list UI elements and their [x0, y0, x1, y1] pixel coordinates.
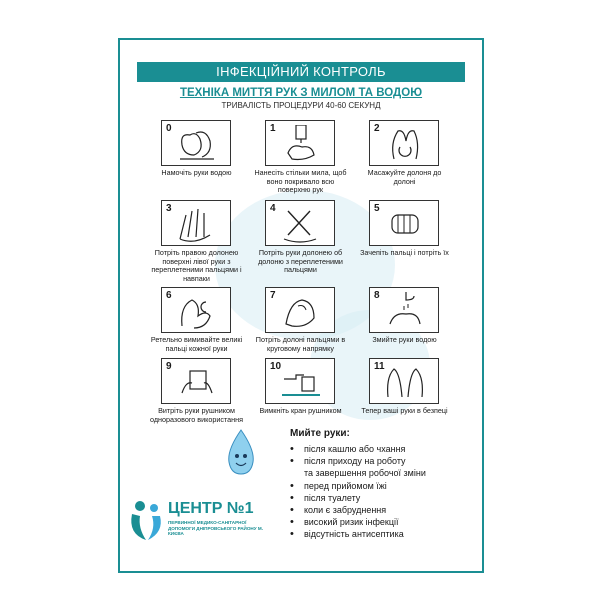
- poster-subtitle: ТРИВАЛІСТЬ ПРОЦЕДУРИ 40-60 СЕКУНД: [221, 101, 381, 110]
- step-number: 6: [166, 290, 172, 301]
- step-number: 3: [166, 203, 172, 214]
- locked-fingers-icon: [384, 205, 426, 243]
- list-item: та завершення робочої зміни: [304, 468, 426, 479]
- step-0: [149, 120, 244, 178]
- clean-hands-icon: [384, 363, 426, 401]
- step-image: [265, 120, 335, 166]
- soap-dispenser-icon: [280, 125, 322, 163]
- list-item: • коли є забруднення: [290, 504, 426, 516]
- list-item: • після приходу на роботу: [290, 455, 426, 467]
- center-logo: [128, 498, 288, 544]
- wash-title: Мийте руки:: [290, 428, 350, 439]
- step-caption: Витріть руки рушником одноразового використання: [149, 406, 244, 424]
- step-caption: Потріть руки долонею об долоню з переплетеними пальцями: [258, 248, 343, 275]
- banner: ІНФЕКЦІЙНИЙ КОНТРОЛЬ: [137, 62, 465, 82]
- step-caption: Нанесіть стільки мила, щоб воно покривало всю поверхню рук: [254, 168, 347, 195]
- step-image: [265, 358, 335, 404]
- step-number: 5: [374, 203, 380, 214]
- step-number: 11: [374, 361, 385, 372]
- step-number: 8: [374, 290, 380, 301]
- list-item: • перед прийомом їжі: [290, 480, 426, 492]
- interlaced-fingers-icon: [280, 205, 322, 243]
- step-caption: Тепер ваші руки в безпеці: [361, 406, 448, 415]
- step-number: 2: [374, 123, 380, 134]
- step-caption: Потріть правою долонею поверхні лівої руки з переплетеними пальцями і навпаки: [151, 248, 242, 283]
- list-item: • високий ризик інфекції: [290, 516, 426, 528]
- step-caption: Намочіть руки водою: [161, 168, 232, 177]
- step-11: [357, 358, 452, 416]
- hands-wet-icon: [176, 125, 218, 163]
- step-number: 0: [166, 123, 172, 134]
- step-number: 9: [166, 361, 172, 372]
- step-number: 10: [270, 361, 282, 372]
- step-10: [253, 358, 348, 416]
- step-caption: Вимкніть кран рушником: [259, 406, 342, 415]
- palm-to-palm-icon: [384, 125, 426, 163]
- step-7: [253, 287, 348, 353]
- poster-title: ТЕХНІКА МИТТЯ РУК З МИЛОМ ТА ВОДОЮ: [179, 87, 423, 99]
- step-image: [369, 120, 439, 166]
- step-caption: Змийте руки водою: [372, 335, 437, 344]
- step-5: [357, 200, 452, 258]
- step-8: [357, 287, 452, 345]
- step-image: [369, 200, 439, 246]
- step-image: [161, 287, 231, 333]
- step-3: [149, 200, 244, 283]
- step-2: [357, 120, 452, 186]
- center-logo-icon: [128, 498, 164, 542]
- water-drop-mascot-icon: [221, 428, 261, 478]
- list-item: • відсутність антисептика: [290, 528, 426, 540]
- step-6: [149, 287, 244, 353]
- step-image: [161, 120, 231, 166]
- step-caption: Масажуйте долоня до долоні: [367, 168, 442, 186]
- step-image: [161, 200, 231, 246]
- logo-subtitle: ПЕРВИННОЇ МЕДИКО-САНІТАРНОЇ ДОПОМОГИ ДНІПРОВСЬКОГО РАЙОНУ М. КИЄВА: [168, 520, 263, 537]
- step-1: [253, 120, 348, 195]
- step-number: 4: [270, 203, 276, 214]
- list-item: • після туалету: [290, 492, 426, 504]
- step-image: [369, 358, 439, 404]
- step-image: [265, 287, 335, 333]
- step-number: 7: [270, 290, 276, 301]
- step-4: [253, 200, 348, 275]
- faucet-towel-icon: [280, 363, 322, 401]
- step-image: [161, 358, 231, 404]
- step-caption: Ретельно вимивайте великі пальці кожної руки: [150, 335, 243, 353]
- step-number: 1: [270, 123, 276, 134]
- list-item: • після кашлю або чхання: [290, 443, 426, 455]
- thumb-rub-icon: [176, 292, 218, 330]
- step-image: [369, 287, 439, 333]
- rinse-hands-icon: [384, 292, 426, 330]
- fingertips-rub-icon: [280, 292, 322, 330]
- step-image: [265, 200, 335, 246]
- step-caption: Зачепіть пальці і потріть їх: [360, 248, 449, 257]
- dry-towel-icon: [176, 363, 218, 401]
- logo-title: ЦЕНТР №1: [168, 500, 254, 517]
- back-of-hands-icon: [176, 205, 218, 243]
- step-caption: Потріть долоні пальцями в круговому напрямку: [255, 335, 346, 353]
- poster: [118, 38, 484, 573]
- step-9: [149, 358, 244, 424]
- wash-list: [290, 443, 426, 541]
